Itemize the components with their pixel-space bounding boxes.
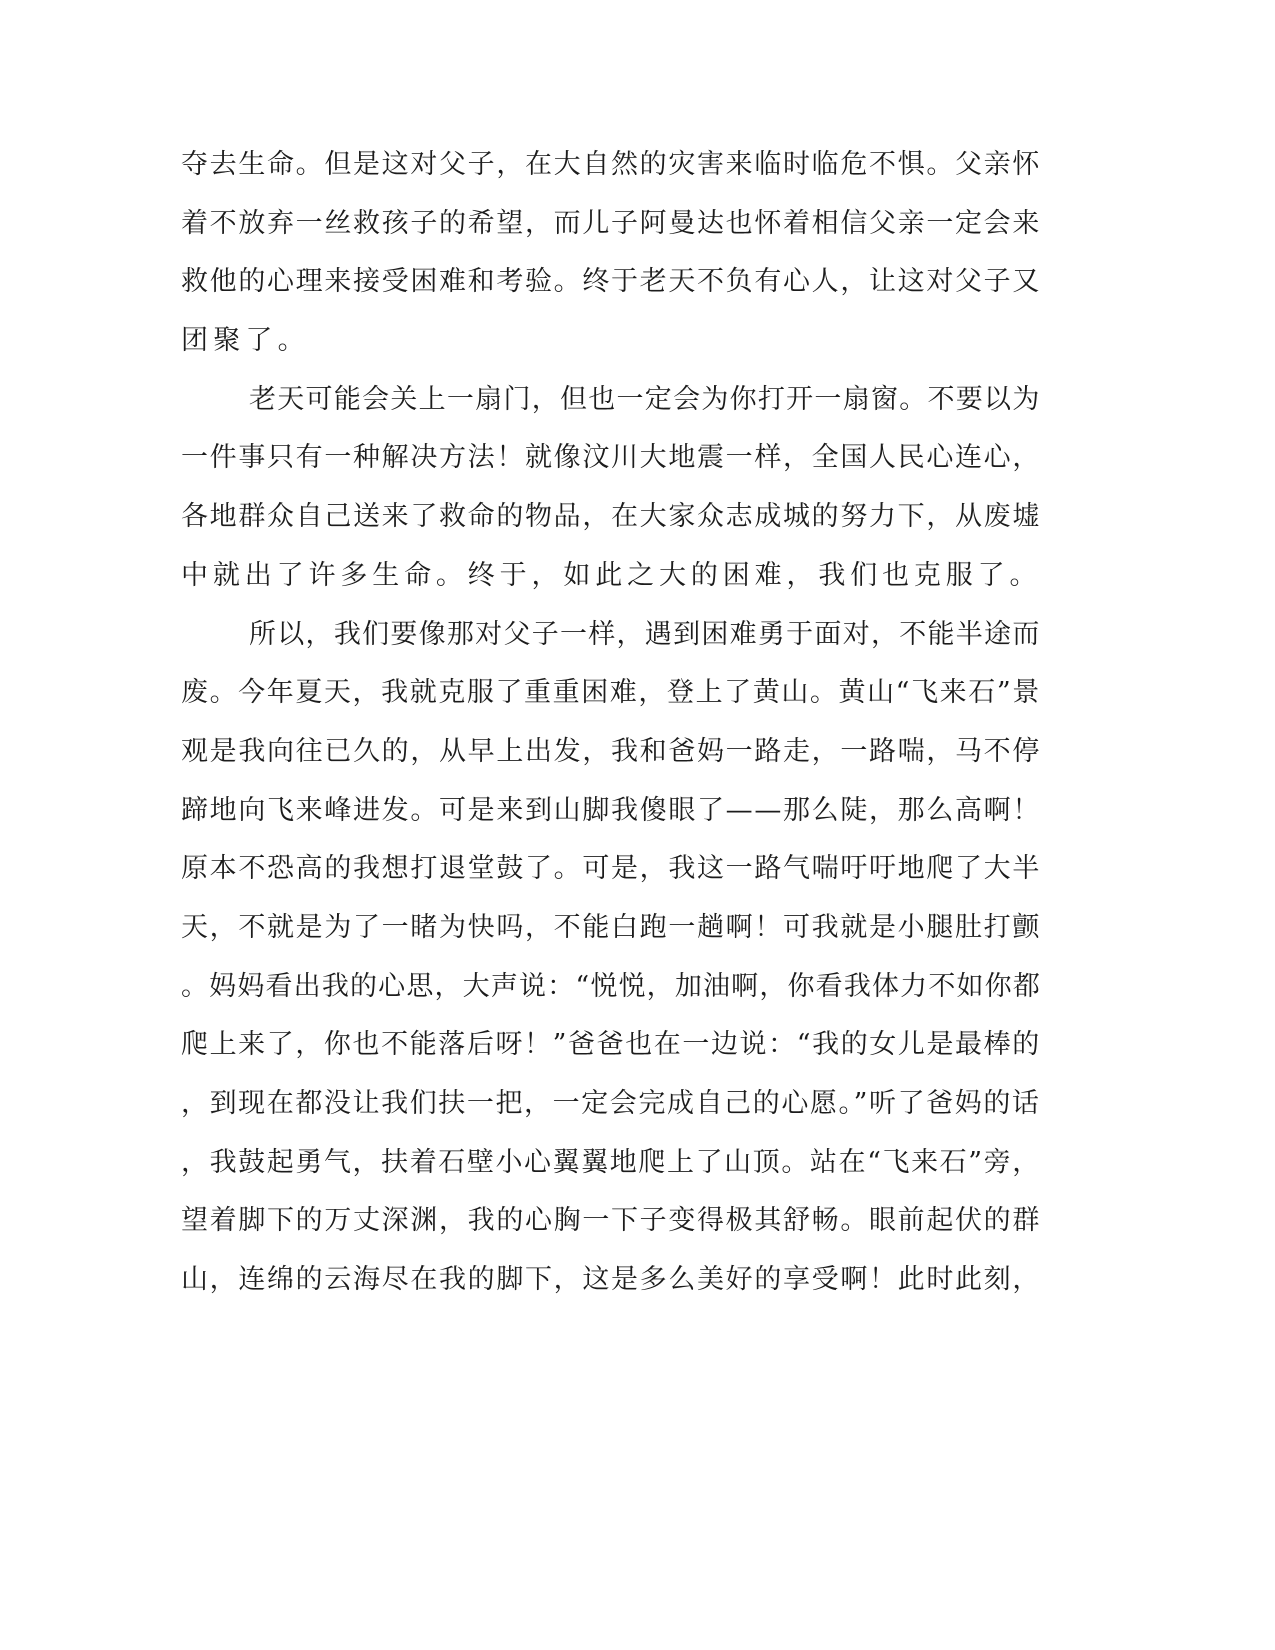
text-line-1: 夺去生命。但是这对父子，在大自然的灾害来临时临危不惧。父亲怀 bbox=[181, 149, 1041, 180]
paragraph-start-line-9: 所以，我们要像那对父子一样，遇到困难勇于面对，不能半途而 bbox=[249, 618, 1041, 650]
text-line-7: 各地群众自己送来了救命的物品，在大家众志成城的努力下，从废墟 bbox=[181, 501, 1041, 533]
paragraph-start-line-5: 老天可能会关上一扇门，但也一定会为你打开一扇窗。不要以为 bbox=[249, 383, 1041, 415]
text-line-15: 。妈妈看出我的心思，大声说：“悦悦，加油啊，你看我体力不如你都 bbox=[181, 970, 1042, 1002]
text-line-13: 原本不恐高的我想打退堂鼓了。可是，我这一路气喘吁吁地爬了大半 bbox=[181, 853, 1041, 885]
text-line-2: 着不放弃一丝救孩子的希望，而儿子阿曼达也怀着相信父亲一定会来 bbox=[181, 207, 1041, 239]
text-line-10: 废。今年夏天，我就克服了重重困难，登上了黄山。黄山“飞来石”景 bbox=[181, 677, 1041, 709]
text-line-4: 团聚了。 bbox=[181, 325, 310, 357]
text-line-12: 蹄地向飞来峰进发。可是来到山脚我傻眼了——那么陡，那么高啊！ bbox=[181, 794, 1041, 826]
text-line-17: ，到现在都没让我们扶一把，一定会完成自己的心愿。”听了爸妈的话 bbox=[181, 1088, 1041, 1119]
text-line-19: 望着脚下的万丈深渊，我的心胸一下子变得极其舒畅。眼前起伏的群 bbox=[181, 1205, 1041, 1237]
text-line-20: 山，连绵的云海尽在我的脚下，这是多么美好的享受啊！此时此刻， bbox=[181, 1264, 1041, 1296]
text-line-11: 观是我向往已久的，从早上出发，我和爸妈一路走，一路喘，马不停 bbox=[181, 735, 1041, 767]
essay-text bbox=[181, 136, 1041, 1310]
text-line-14: 天，不就是为了一睹为快吗，不能白跑一趟啊！可我就是小腿肚打颤 bbox=[181, 911, 1041, 943]
text-line-8: 中就出了许多生命。终于，如此之大的困难，我们也克服了。 bbox=[181, 559, 1042, 591]
text-line-3: 救他的心理来接受困难和考验。终于老天不负有心人，让这对父子又 bbox=[181, 266, 1041, 298]
text-line-6: 一件事只有一种解决方法！就像汶川大地震一样，全国人民心连心， bbox=[181, 442, 1041, 474]
text-line-16: 爬上来了，你也不能落后呀！”爸爸也在一边说：“我的女儿是最棒的 bbox=[181, 1029, 1041, 1061]
text-line-18: ，我鼓起勇气，扶着石壁小心翼翼地爬上了山顶。站在“飞来石”旁， bbox=[181, 1146, 1041, 1178]
